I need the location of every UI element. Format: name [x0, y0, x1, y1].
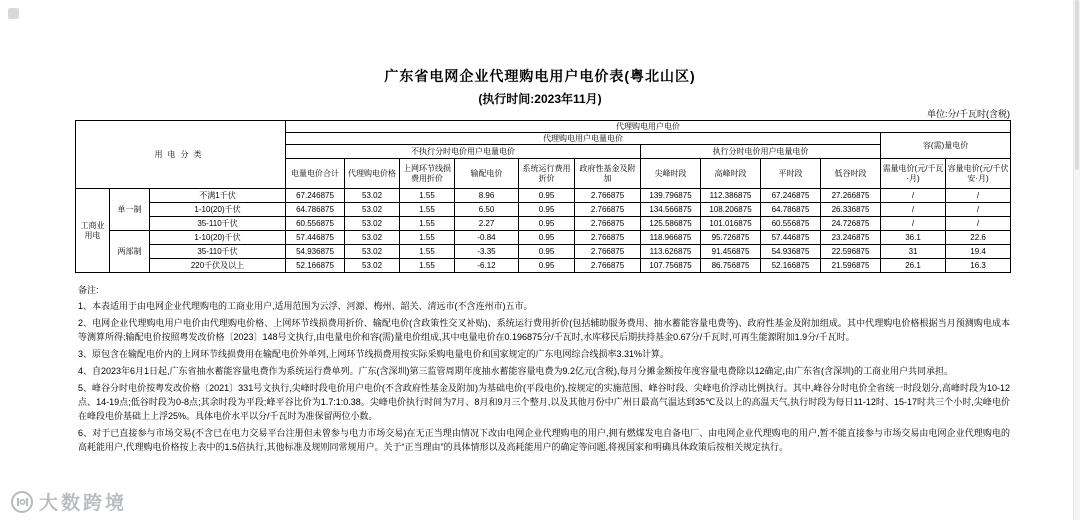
column-header-transmission: 输配电价	[455, 159, 519, 189]
watermark-logo-icon	[10, 490, 34, 514]
note-item: 4、自2023年6月1日起,广东省抽水蓄能容量电费作为系统运行费单列。广东(含深圳)第三监管周期年度抽水蓄能容量电费为9.2亿元(含税),每月分摊金额按年度容量电费除以12确定,由广东省(含深圳)的工商业用户共同承担。	[78, 366, 954, 376]
price-cell: 64.786875	[761, 203, 821, 217]
price-cell: 91.456875	[701, 245, 761, 259]
header-row-1	[76, 121, 1011, 133]
column-header-lineloss: 上网环节线损费用折价	[400, 159, 455, 189]
price-cell: 0.95	[519, 245, 575, 259]
note-item: 6、对于已直接参与市场交易(不含已在电力交易平台注册但未曾参与电力市场交易)在无正当理由情况下改由电网企业代理购电的用户,拥有燃煤发电自备电厂、由电网企业代理购电的用户,暂不能直接参与市场交易由电网企业代理购电的高耗能用户,代理购电价格按上表中的1.5倍执行,其他标准及规则同常规用户。关于“正当理由”的具体情形以及高耗能用户的确定等问题,将视国家和明确具体政策后按相关规定执行。	[78, 428, 1010, 452]
header-category: 用电分类	[76, 121, 286, 189]
price-cell: 0.95	[519, 259, 575, 273]
price-cell: 53.02	[345, 231, 400, 245]
price-cell: 0.95	[519, 189, 575, 203]
price-cell: 2.766875	[575, 245, 641, 259]
notes-label: 备注:	[78, 285, 99, 295]
note-item: 3、原包含在输配电价内的上网环节线损费用在输配电价外单列,上网环节线损费用按实际采购电量电价和国家规定的广东电网综合线损率3.31%计算。	[78, 349, 670, 359]
price-cell: 22.6	[946, 231, 1011, 245]
price-cell: 52.166875	[286, 259, 345, 273]
price-cell: 57.446875	[286, 231, 345, 245]
note-item: 5、峰谷分时电价按粤发改价格〔2021〕331号文执行,尖峰时段电价用户电价(不含政府性基金及附加)为基础电价(平段电价),按规定的实施范围、峰谷时段、尖峰电价浮动比例执行。其中,峰谷分时电价全省统一时段划分,高峰时段为10-12点、14-19点;低谷时段为0-8点;其余时段为平段;峰平谷比价为1.7:1:0.38。尖峰电价执行时间为7月、8月和9月三个整月,以及其他月份中广州日最高气温达到35℃及以上的高温天气,执行时段为每日11-12时、15-17时共三个小时,尖峰电价在峰段电价基础上上浮25%。具体电价水平以分/千瓦时为准保留两位小数。	[78, 383, 1010, 421]
price-cell: 1.55	[400, 203, 455, 217]
price-cell: 0.95	[519, 203, 575, 217]
column-header-system: 系统运行费用折价	[519, 159, 575, 189]
price-cell: 16.3	[946, 259, 1011, 273]
price-cell: 107.756875	[641, 259, 701, 273]
price-cell: 54.936875	[286, 245, 345, 259]
price-cell: 1.55	[400, 231, 455, 245]
price-cell: 52.166875	[761, 259, 821, 273]
scrollbar-thumb[interactable]	[1075, 0, 1079, 170]
voltage-cell: 35-110千伏	[150, 245, 286, 259]
price-cell: 2.766875	[575, 203, 641, 217]
price-cell: 2.766875	[575, 217, 641, 231]
price-cell: 27.266875	[821, 189, 881, 203]
row-group-industry: 工商业用电	[76, 189, 110, 273]
table-row	[76, 189, 1011, 203]
price-cell: 60.556875	[761, 217, 821, 231]
price-cell: 134.566875	[641, 203, 701, 217]
note-item: 2、电网企业代理购电用户电价由代理购电价格、上网环节线损费用折价、输配电价(含政策性交叉补贴)、系统运行费用折价(包括辅助服务费用、抽水蓄能容量电费等)、政府性基金及附加组成。其中代理购电价格根据当月预测购电成本等测算所得;输配电价按照粤发改价格〔2023〕148号文执行,由电量电价和容(需)量电价组成,其中电量电价在0.196875分/千瓦时,水库移民后期扶持基金0.67分/千瓦时,可再生能源附加1.9分/千瓦时。	[78, 318, 1010, 342]
price-cell: -6.12	[455, 259, 519, 273]
price-cell: 31	[881, 245, 946, 259]
header-non-tou: 不执行分时电价用户电量电价	[286, 145, 641, 159]
price-cell: 22.596875	[821, 245, 881, 259]
price-cell: 53.02	[345, 217, 400, 231]
price-cell: 53.02	[345, 189, 400, 203]
price-cell: 1.55	[400, 217, 455, 231]
price-cell: 2.766875	[575, 189, 641, 203]
page-subtitle: (执行时间:2023年11月)	[478, 92, 602, 106]
top-left-artifact-icon	[8, 8, 19, 19]
price-cell: 53.02	[345, 245, 400, 259]
price-cell: 19.4	[946, 245, 1011, 259]
price-cell: 26.336875	[821, 203, 881, 217]
price-cell: 24.726875	[821, 217, 881, 231]
table-row	[76, 259, 1011, 273]
price-cell: /	[881, 217, 946, 231]
notes-section	[78, 283, 1010, 457]
price-cell: 67.246875	[286, 189, 345, 203]
price-cell: 0.95	[519, 231, 575, 245]
price-cell: 64.786875	[286, 203, 345, 217]
unit-note: 单位:分/千瓦时(含税)	[927, 109, 1010, 119]
voltage-cell: 220千伏及以上	[150, 259, 286, 273]
price-cell: 0.95	[519, 217, 575, 231]
column-header-agency: 代理购电价格	[345, 159, 400, 189]
price-cell: /	[881, 203, 946, 217]
voltage-cell: 不满1千伏	[150, 189, 286, 203]
price-cell: 95.726875	[701, 231, 761, 245]
price-cell: /	[946, 217, 1011, 231]
watermark-text: 大数跨境	[39, 493, 128, 514]
column-header-sharp-peak: 尖峰时段	[641, 159, 701, 189]
column-header-total: 电量电价合计	[286, 159, 345, 189]
price-cell: 54.936875	[761, 245, 821, 259]
price-cell: 139.796875	[641, 189, 701, 203]
price-cell: 113.626875	[641, 245, 701, 259]
price-cell: 108.206875	[701, 203, 761, 217]
column-header-flat: 平时段	[761, 159, 821, 189]
table-row	[76, 245, 1011, 259]
price-cell: 125.586875	[641, 217, 701, 231]
price-cell: 2.27	[455, 217, 519, 231]
scrollbar[interactable]	[1073, 0, 1080, 520]
price-cell: 23.246875	[821, 231, 881, 245]
price-cell: 53.02	[345, 203, 400, 217]
price-cell: /	[881, 189, 946, 203]
price-cell: 8.96	[455, 189, 519, 203]
price-table	[75, 120, 1011, 273]
price-cell: 1.55	[400, 189, 455, 203]
price-cell: 2.766875	[575, 231, 641, 245]
price-cell: 1.55	[400, 245, 455, 259]
price-cell: 118.966875	[641, 231, 701, 245]
column-header-capacity-price: 容量电价(元/千伏安·月)	[946, 159, 1011, 189]
price-cell: 2.766875	[575, 259, 641, 273]
price-cell: 36.1	[881, 231, 946, 245]
table-row	[76, 231, 1011, 245]
header-tou: 执行分时电价用户电量电价	[641, 145, 881, 159]
header-agency-price: 代理购电用户电价	[286, 121, 1011, 133]
price-cell: -3.35	[455, 245, 519, 259]
row-group-single: 单一制	[110, 189, 150, 231]
header-energy-price: 代理购电用户电量电价	[286, 133, 881, 145]
column-header-demand-price: 需量电价(元/千瓦·月)	[881, 159, 946, 189]
price-cell: 86.756875	[701, 259, 761, 273]
price-cell: 60.556875	[286, 217, 345, 231]
table-row	[76, 217, 1011, 231]
price-cell: 101.016875	[701, 217, 761, 231]
price-cell: -0.84	[455, 231, 519, 245]
price-cell: /	[946, 203, 1011, 217]
price-cell: /	[946, 189, 1011, 203]
watermark	[10, 488, 127, 515]
table-row	[76, 203, 1011, 217]
price-cell: 53.02	[345, 259, 400, 273]
price-cell: 112.386875	[701, 189, 761, 203]
price-cell: 6.50	[455, 203, 519, 217]
column-header-peak: 高峰时段	[701, 159, 761, 189]
price-cell: 26.1	[881, 259, 946, 273]
price-cell: 1.55	[400, 259, 455, 273]
column-header-valley: 低谷时段	[821, 159, 881, 189]
header-capacity-group: 容(需)量电价	[881, 133, 1011, 159]
column-header-gov-fund: 政府性基金及附加	[575, 159, 641, 189]
price-cell: 21.596875	[821, 259, 881, 273]
price-cell: 57.446875	[761, 231, 821, 245]
note-item: 1、本表适用于由电网企业代理购电的工商业用户,适用范围为云浮、河源、梅州、韶关、清远市(不含连州市)五市。	[78, 301, 533, 311]
row-group-two-part: 两部制	[110, 231, 150, 273]
voltage-cell: 1-10(20)千伏	[150, 231, 286, 245]
voltage-cell: 1-10(20)千伏	[150, 203, 286, 217]
page-title: 广东省电网企业代理购电用户电价表(粤北山区)	[384, 68, 696, 84]
price-cell: 67.246875	[761, 189, 821, 203]
voltage-cell: 35-110千伏	[150, 217, 286, 231]
